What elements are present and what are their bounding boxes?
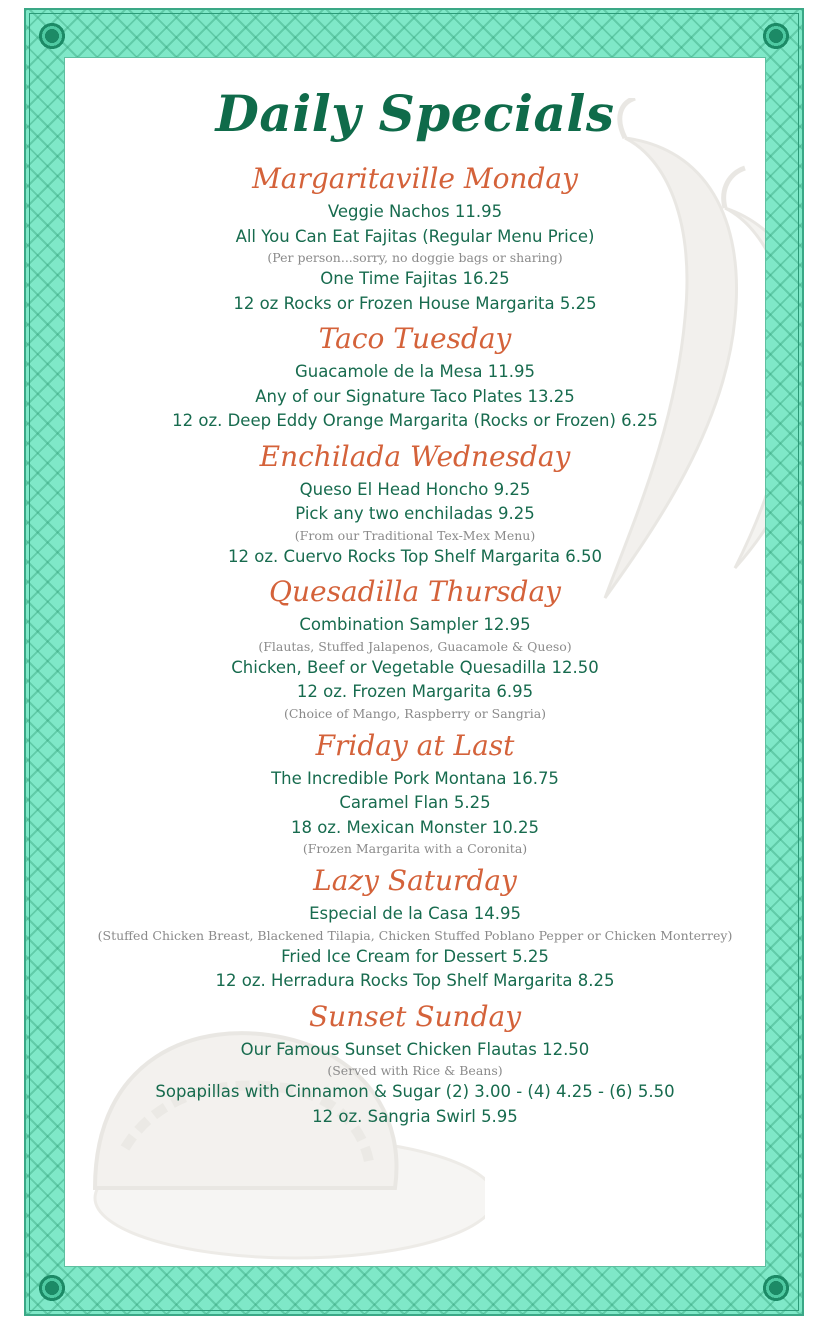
menu-item: 12 oz Rocks or Frozen House Margarita 5.25 (233, 293, 597, 313)
menu-item: Guacamole de la Mesa 11.95 (294, 362, 536, 381)
menu-item: 12 oz. Sangria Swirl 5.95 (312, 1106, 518, 1126)
sun-ornament-icon (34, 18, 70, 54)
special-section (65, 862, 765, 994)
menu-item: 12 oz. Deep Eddy Orange Margarita (Rocks or Frozen) 6.25 (172, 411, 658, 430)
menu-item: 18 oz. Mexican Monster 10.25 (290, 817, 540, 837)
menu-item: 12 oz. Cuervo Rocks Top Shelf Margarita 6.50 (228, 546, 602, 566)
menu-item: Veggie Nachos 11.95 (327, 202, 503, 221)
menu-item: Our Famous Sunset Chicken Flautas 12.50 (240, 1039, 590, 1059)
special-section (65, 438, 765, 570)
item-note: (Frozen Margarita with a Coronita) (302, 841, 528, 856)
item-note: (Per person...sorry, no doggie bags or sharing) (267, 250, 563, 265)
special-section (65, 727, 765, 859)
menu-item: 12 oz. Herradura Rocks Top Shelf Margarita 8.25 (215, 971, 615, 990)
menu-item: Sopapillas with Cinnamon & Sugar (2) 3.00 - (4) 4.25 - (6) 5.50 (155, 1082, 675, 1101)
specials-list (65, 160, 765, 1129)
menu-item: One Time Fajitas 16.25 (320, 269, 510, 288)
item-note: (From our Traditional Tex-Mex Menu) (294, 527, 536, 543)
menu-item: Any of our Signature Taco Plates 13.25 (255, 386, 575, 406)
sun-ornament-icon (758, 18, 794, 54)
day-heading: Friday at Last (315, 728, 515, 762)
day-heading: Lazy Saturday (313, 864, 517, 897)
menu-item: Fried Ice Cream for Dessert 5.25 (281, 946, 549, 966)
special-section (65, 998, 765, 1130)
day-heading: Margaritaville Monday (252, 162, 578, 195)
special-section (65, 320, 765, 434)
item-note: (Served with Rice & Beans) (327, 1063, 503, 1078)
menu-item: Caramel Flan 5.25 (339, 793, 491, 812)
menu-item: Chicken, Beef or Vegetable Quesadilla 12.50 (231, 657, 599, 677)
menu-item: Combination Sampler 12.95 (299, 615, 531, 634)
item-note: (Stuffed Chicken Breast, Blackened Tilapia, Chicken Stuffed Poblano Pepper or Chicken Monterrey) (97, 927, 733, 943)
day-heading: Taco Tuesday (318, 322, 512, 355)
day-heading: Quesadilla Thursday (269, 575, 561, 608)
menu-item: Pick any two enchiladas 9.25 (295, 504, 535, 523)
day-heading: Sunset Sunday (308, 999, 522, 1033)
item-note: (Choice of Mango, Raspberry or Sangria) (283, 705, 547, 721)
menu-item: Queso El Head Honcho 9.25 (299, 479, 531, 499)
menu-item: 12 oz. Frozen Margarita 6.95 (296, 682, 534, 701)
page-title: Daily Specials (215, 84, 615, 143)
menu-panel (64, 57, 766, 1267)
menu-item: Especial de la Casa 14.95 (309, 904, 521, 923)
menu-item: All You Can Eat Fajitas (Regular Menu Price) (235, 226, 595, 246)
menu-content (65, 58, 765, 1129)
special-section (65, 160, 765, 316)
item-note: (Flautas, Stuffed Jalapenos, Guacamole & Queso) (258, 638, 572, 654)
day-heading: Enchilada Wednesday (259, 439, 571, 473)
special-section (65, 573, 765, 723)
sun-ornament-icon (34, 1270, 70, 1306)
sun-ornament-icon (758, 1270, 794, 1306)
menu-item: The Incredible Pork Montana 16.75 (271, 768, 559, 788)
